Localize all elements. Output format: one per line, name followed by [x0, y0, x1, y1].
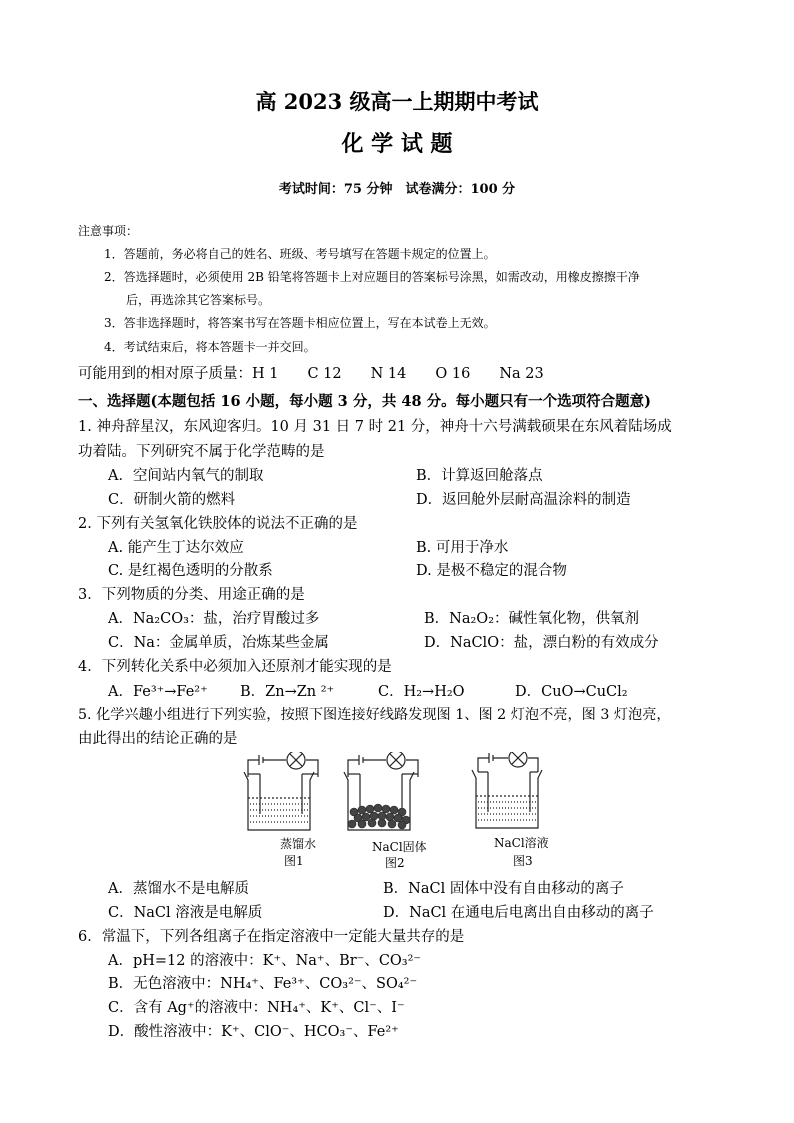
- q4-stem: 4．下列转化关系中必须加入还原剂才能实现的是: [78, 659, 392, 675]
- q2-option-b: B. 可用于净水: [416, 540, 509, 556]
- atomic-masses: 可能用到的相对原子质量：H 1 C 12 N 14 O 16 Na 23: [78, 366, 544, 382]
- q5-stem-cont: 由此得出的结论正确的是: [78, 731, 238, 747]
- q5-option-d: D．NaCl 在通电后电离出自由移动的离子: [383, 905, 654, 921]
- q5-option-b: B．NaCl 固体中没有自由移动的离子: [383, 881, 624, 897]
- q5-option-c: C．NaCl 溶液是电解质: [108, 905, 263, 921]
- exam-title: 高 2023 级高一上期期中考试: [255, 89, 539, 114]
- q2-stem: 2. 下列有关氢氧化铁胶体的说法不正确的是: [78, 516, 358, 532]
- fig3-label: NaCl溶液: [494, 836, 549, 850]
- q6-option-d: D．酸性溶液中：K⁺、ClO⁻、HCO₃⁻、Fe²⁺: [108, 1024, 399, 1040]
- fig2-label: NaCl固体: [372, 840, 427, 854]
- q4-option-a: A．Fe³⁺→Fe²⁺: [108, 684, 208, 700]
- bulb-icon: [509, 752, 527, 767]
- q1-stem-cont: 功着陆。下列研究不属于化学范畴的是: [78, 444, 325, 460]
- nacl-solid-particles: [348, 804, 410, 829]
- note-item: 1．答题前，务必将自己的姓名、班级、考号填写在答题卡规定的位置上。: [104, 247, 496, 261]
- q6-stem: 6．常温下，下列各组离子在指定溶液中一定能大量共存的是: [78, 929, 465, 945]
- q2-option-d: D. 是极不稳定的混合物: [416, 563, 567, 579]
- fig3-caption: 图3: [513, 854, 533, 868]
- notes-heading: 注意事项：: [78, 224, 139, 238]
- q5-stem: 5. 化学兴趣小组进行下列实验，按照下图连接好线路发现图 1、图 2 灯泡不亮，图 3 灯泡亮，: [78, 707, 671, 723]
- note-item: 2．答选择题时，必须使用 2B 铅笔将答题卡上对应题目的答案标号涂黑，如需改动，用橡皮擦擦干净: [104, 270, 640, 284]
- q3-option-c: C．Na：金属单质，冶炼某些金属: [108, 635, 329, 651]
- q3-option-a: A．Na₂CO₃：盐，治疗胃酸过多: [108, 611, 320, 627]
- q1-option-d: D．返回舱外层耐高温涂料的制造: [416, 492, 631, 508]
- fig1-caption: 图1: [284, 854, 304, 868]
- q5-option-a: A．蒸馏水不是电解质: [108, 881, 249, 897]
- fig1-label: 蒸馏水: [280, 837, 317, 851]
- circuit-3: [472, 752, 542, 828]
- note-item: 3．答非选择题时，将答案书写在答题卡相应位置上，写在本试卷上无效。: [104, 316, 496, 330]
- q6-option-a: A．pH=12 的溶液中：K⁺、Na⁺、Br⁻、CO₃²⁻: [108, 953, 422, 969]
- section-heading: 一、选择题(本题包括 16 小题，每小题 3 分，共 48 分。每小题只有一个选项符合题意): [78, 393, 651, 410]
- exam-info: 考试时间：75 分钟 试卷满分：100 分: [278, 182, 516, 197]
- q4-option-d: D．CuO→CuCl₂: [515, 684, 628, 700]
- q3-option-b: B．Na₂O₂：碱性氧化物，供氧剂: [424, 611, 639, 627]
- q4-option-b: B．Zn→Zn ²⁺: [240, 684, 335, 700]
- q2-option-a: A. 能产生丁达尔效应: [108, 540, 244, 556]
- q4-option-c: C．H₂→H₂O: [378, 684, 465, 700]
- q1-stem: 1. 神舟辞星汉，东风迎客归。10 月 31 日 7 时 21 分，神舟十六号满载硕果在东风着陆场成: [78, 419, 672, 435]
- q2-option-c: C. 是红褐色透明的分散系: [108, 563, 273, 579]
- note-item: 4．考试结束后，将本答题卡一并交回。: [104, 340, 316, 354]
- q6-option-b: B．无色溶液中：NH₄⁺、Fe³⁺、CO₃²⁻、SO₄²⁻: [108, 976, 418, 992]
- fig2-caption: 图2: [385, 856, 405, 870]
- q1-option-a: A．空间站内氧气的制取: [108, 468, 264, 484]
- q3-stem: 3．下列物质的分类、用途正确的是: [78, 587, 305, 603]
- q6-option-c: C．含有 Ag⁺的溶液中：NH₄⁺、K⁺、Cl⁻、I⁻: [108, 1000, 405, 1016]
- circuit-1: [244, 752, 318, 830]
- note-item: 后，再选涂其它答案标号。: [126, 293, 271, 307]
- q1-option-c: C．研制火箭的燃料: [108, 492, 236, 508]
- q3-option-d: D．NaClO：盐，漂白粉的有效成分: [424, 635, 659, 651]
- subject-title: 化 学 试 题: [341, 131, 453, 157]
- q1-option-b: B．计算返回舱落点: [416, 468, 543, 484]
